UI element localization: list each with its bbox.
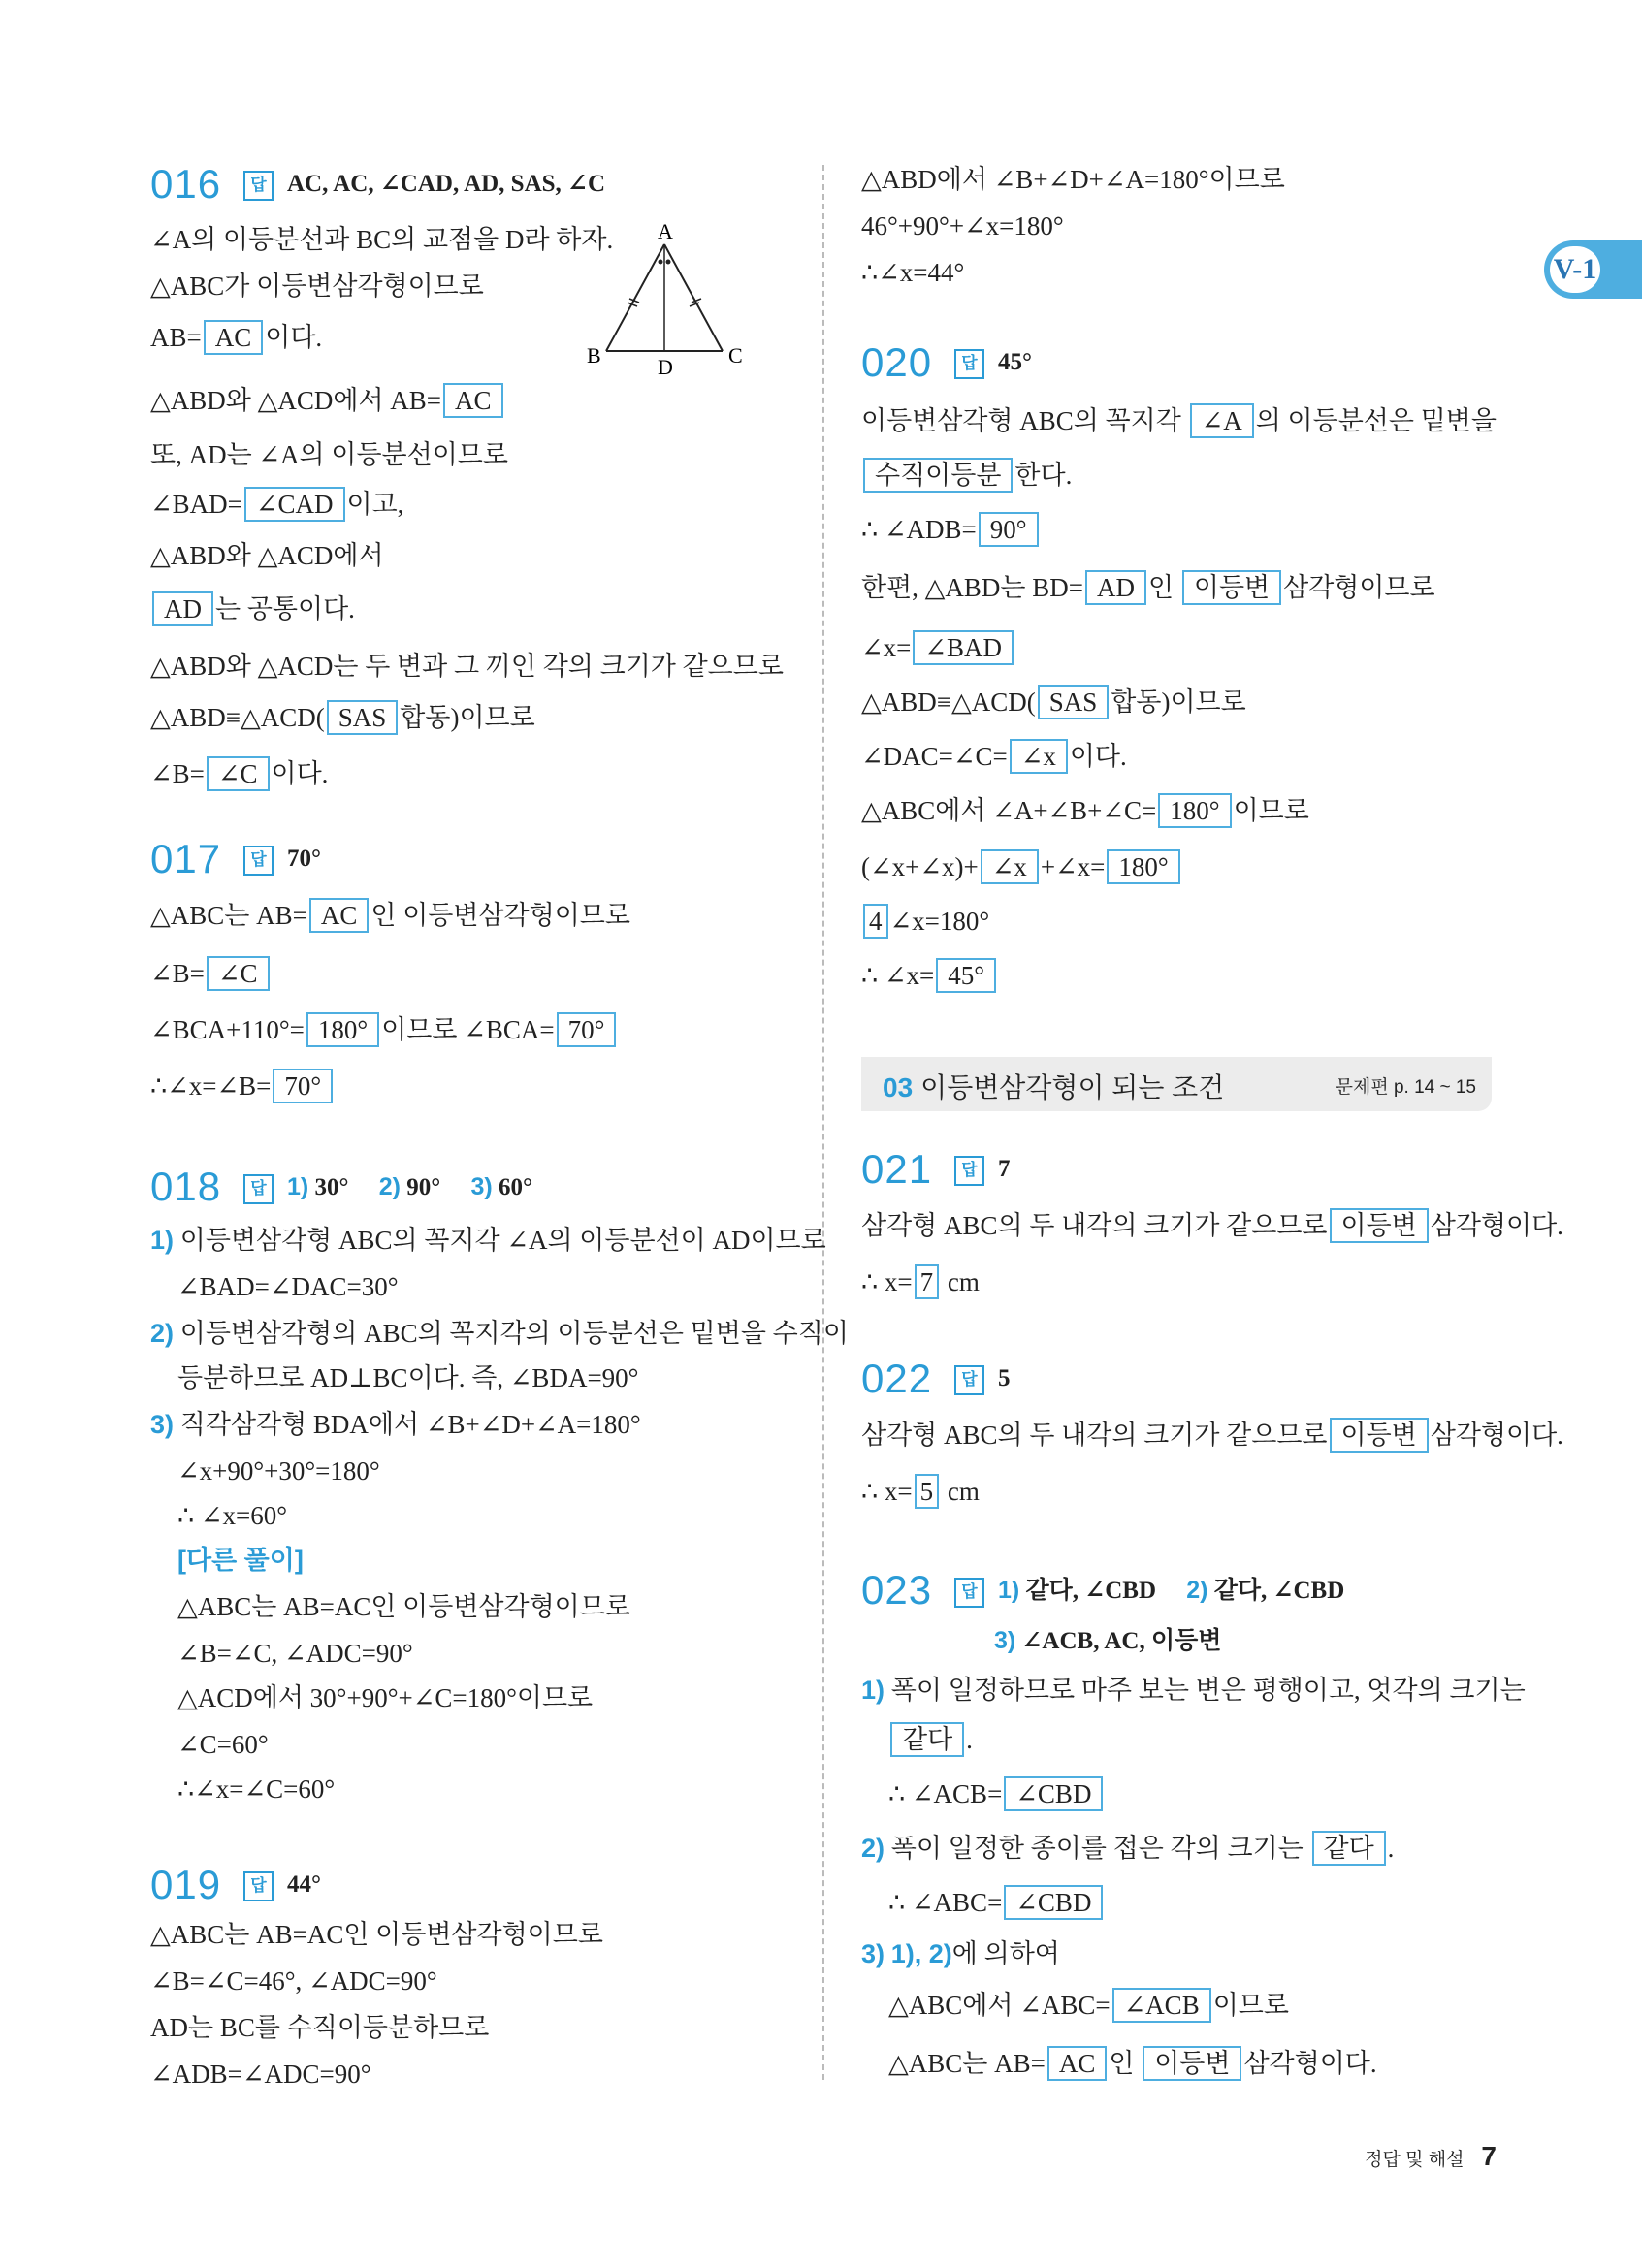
- text-line: ∴ ∠ADB= 90°: [861, 512, 1041, 547]
- blank-box: AD: [152, 591, 213, 626]
- answer-line: 답 45°: [954, 343, 1032, 382]
- text-line: △ABC는 AB=AC인 이등변삼각형이므로: [177, 1592, 630, 1621]
- answer-line: 답 44°: [243, 1866, 321, 1904]
- text-line: AB= AC 이다.: [150, 320, 322, 355]
- text-line: 3) 직각삼각형 BDA에서 ∠B+∠D+∠A=180°: [150, 1410, 641, 1439]
- text-line: △ABC는 AB=AC인 이등변삼각형이므로: [150, 1920, 603, 1949]
- text-line: △ABD와 △ACD에서 AB= AC: [150, 383, 505, 418]
- text-line: 3) 1), 2)에 의하여: [861, 1939, 1060, 1968]
- problem-number: 022: [861, 1356, 933, 1401]
- text-line: 2) 폭이 일정한 종이를 접은 각의 크기는 같다 .: [861, 1831, 1394, 1866]
- text-line: △ABC에서 ∠A+∠B+∠C= 180° 이므로: [861, 793, 1309, 828]
- text-line: 46°+90°+∠x=180°: [861, 211, 1064, 240]
- text-line: 1) 이등변삼각형 ABC의 꼭지각 ∠A의 이등분선이 AD이므로: [150, 1226, 826, 1255]
- answer-text: AC, AC, ∠CAD, AD, SAS, ∠C: [287, 171, 606, 197]
- text-line: ∴∠x=∠C=60°: [177, 1774, 336, 1804]
- answer-line: 답 70°: [243, 840, 321, 878]
- text-line: ∠DAC=∠C= ∠x 이다.: [861, 739, 1127, 774]
- text-line: ∠B= ∠C 이다.: [150, 756, 328, 791]
- text-line: ∴ ∠x=60°: [177, 1501, 288, 1530]
- blank-box: ∠C: [207, 956, 270, 991]
- text-line: 또, AD는 ∠A의 이등분선이므로: [150, 440, 508, 469]
- problem-number: 021: [861, 1146, 933, 1192]
- problem-number: 020: [861, 339, 933, 385]
- text-line: ∴ ∠ABC= ∠CBD: [888, 1885, 1105, 1920]
- text-line: ∠BAD=∠DAC=30°: [177, 1272, 399, 1301]
- alt-solution-label: [다른 풀이]: [177, 1546, 304, 1575]
- text-line: ∠B= ∠C: [150, 956, 272, 991]
- text-line: ∠B=∠C, ∠ADC=90°: [177, 1639, 413, 1668]
- column-divider: [822, 165, 824, 2080]
- text-line: ∠ADB=∠ADC=90°: [150, 2060, 371, 2089]
- text-line: AD는 BC를 수직이등분하므로: [150, 2013, 490, 2042]
- page-footer: [1365, 2141, 1497, 2172]
- blank-box: 180°: [306, 1012, 379, 1047]
- text-line: ∠x= ∠BAD: [861, 630, 1015, 665]
- text-line: △ABC는 AB= AC 인 이등변삼각형이므로: [150, 898, 630, 933]
- text-line: △ABC가 이등변삼각형이므로: [150, 272, 484, 301]
- text-line: 등분하므로 AD⊥BC이다. 즉, ∠BDA=90°: [177, 1363, 639, 1392]
- text-line: 이등변삼각형 ABC의 꼭지각 ∠A 의 이등분선은 밑변을: [861, 403, 1497, 438]
- problem-number: 018: [150, 1164, 222, 1209]
- text-line: 1) 폭이 일정하므로 마주 보는 변은 평행이고, 엇각의 크기는: [861, 1676, 1526, 1705]
- blank-box: 70°: [273, 1069, 333, 1103]
- answer-mark: 답: [243, 171, 274, 201]
- text-line: △ABC에서 ∠ABC= ∠ACB 이므로: [888, 1988, 1289, 2023]
- text-line: 2) 이등변삼각형의 ABC의 꼭지각의 이등분선은 밑변을 수직이: [150, 1319, 849, 1348]
- text-line: ∠A의 이등분선과 BC의 교점을 D라 하자.: [150, 225, 614, 254]
- text-line: △ABD≡△ACD( SAS 합동)이므로: [150, 700, 535, 735]
- answer-line: 답 5: [954, 1359, 1011, 1398]
- blank-box: ∠CAD: [244, 487, 345, 522]
- text-line: ∴ x= 5 cm: [861, 1474, 980, 1509]
- problem-number: 017: [150, 836, 222, 881]
- blank-box: AC: [443, 383, 503, 418]
- text-line: ∴∠x=44°: [861, 258, 965, 287]
- text-line: (∠x+∠x)+ ∠x +∠x= 180°: [861, 849, 1182, 884]
- blank-box: 70°: [557, 1012, 617, 1047]
- text-line: ∴ ∠ACB= ∠CBD: [888, 1776, 1105, 1811]
- text-line: △ABD에서 ∠B+∠D+∠A=180°이므로: [861, 165, 1285, 194]
- text-line: △ABD≡△ACD( SAS 합동)이므로: [861, 685, 1246, 719]
- section-number: 03: [883, 1072, 914, 1102]
- text-line: 한편, △ABD는 BD= AD 인 이등변 삼각형이므로: [861, 570, 1435, 605]
- problem-number: 023: [861, 1567, 933, 1613]
- text-line: ∴∠x=∠B= 70°: [150, 1069, 335, 1103]
- triangle-figure: [567, 223, 761, 378]
- vertex-label: C: [728, 343, 743, 367]
- text-line: 같다 .: [888, 1722, 973, 1757]
- blank-box: ∠C: [207, 756, 270, 791]
- footer-label: 정답 및 해설: [1365, 2150, 1465, 2170]
- section-title: 이등변삼각형이 되는 조건: [920, 1072, 1225, 1102]
- text-line: △ABD와 △ACD는 두 변과 그 끼인 각의 크기가 같으므로: [150, 652, 784, 681]
- vertex-label: D: [658, 355, 673, 378]
- answer-line: 답 1) 같다, ∠CBD 2) 같다, ∠CBD: [954, 1571, 1344, 1611]
- text-line: ∠x+90°+30°=180°: [177, 1456, 380, 1485]
- section-ref: 문제편 p. 14 ~ 15: [1335, 1077, 1476, 1098]
- text-line: 4 ∠x=180°: [861, 904, 989, 939]
- chapter-label: V-1: [1550, 246, 1600, 293]
- text-line: ∴ x= 7 cm: [861, 1264, 980, 1299]
- vertex-label: A: [658, 223, 673, 243]
- text-line: ∠C=60°: [177, 1730, 269, 1759]
- text-line: 삼각형 ABC의 두 내각의 크기가 같으므로 이등변 삼각형이다.: [861, 1208, 1563, 1243]
- text-line: ∠BAD= ∠CAD 이고,: [150, 487, 403, 522]
- chapter-tab: [1544, 240, 1642, 299]
- text-line: ∴ ∠x= 45°: [861, 958, 998, 993]
- text-line: AD 는 공통이다.: [150, 591, 355, 626]
- text-line: 삼각형 ABC의 두 내각의 크기가 같으므로 이등변 삼각형이다.: [861, 1418, 1563, 1453]
- answer-line: 3) ∠ACB, AC, 이등변: [994, 1627, 1222, 1654]
- text-line: 수직이등분 한다.: [861, 458, 1072, 493]
- text-line: ∠B=∠C=46°, ∠ADC=90°: [150, 1966, 437, 1996]
- problem-number: 016: [150, 161, 222, 207]
- text-line: △ABC는 AB= AC 인 이등변 삼각형이다.: [888, 2046, 1377, 2081]
- blank-box: SAS: [327, 700, 399, 735]
- section-header: [861, 1057, 1492, 1111]
- answer-line: 답 7: [954, 1150, 1011, 1189]
- page-number: 7: [1481, 2141, 1497, 2171]
- text-line: △ACD에서 30°+90°+∠C=180°이므로: [177, 1683, 594, 1712]
- answer-line: [243, 165, 605, 204]
- blank-box: AC: [204, 320, 264, 355]
- answer-mark: 답: [243, 846, 274, 876]
- vertex-label: B: [587, 343, 601, 367]
- text-line: ∠BCA+110°= 180° 이므로 ∠BCA= 70°: [150, 1012, 618, 1047]
- answer-line: 답 1) 30° 2) 90° 3) 60°: [243, 1167, 532, 1207]
- problem-number: 019: [150, 1862, 222, 1907]
- blank-box: AC: [309, 898, 370, 933]
- text-line: △ABD와 △ACD에서: [150, 541, 384, 570]
